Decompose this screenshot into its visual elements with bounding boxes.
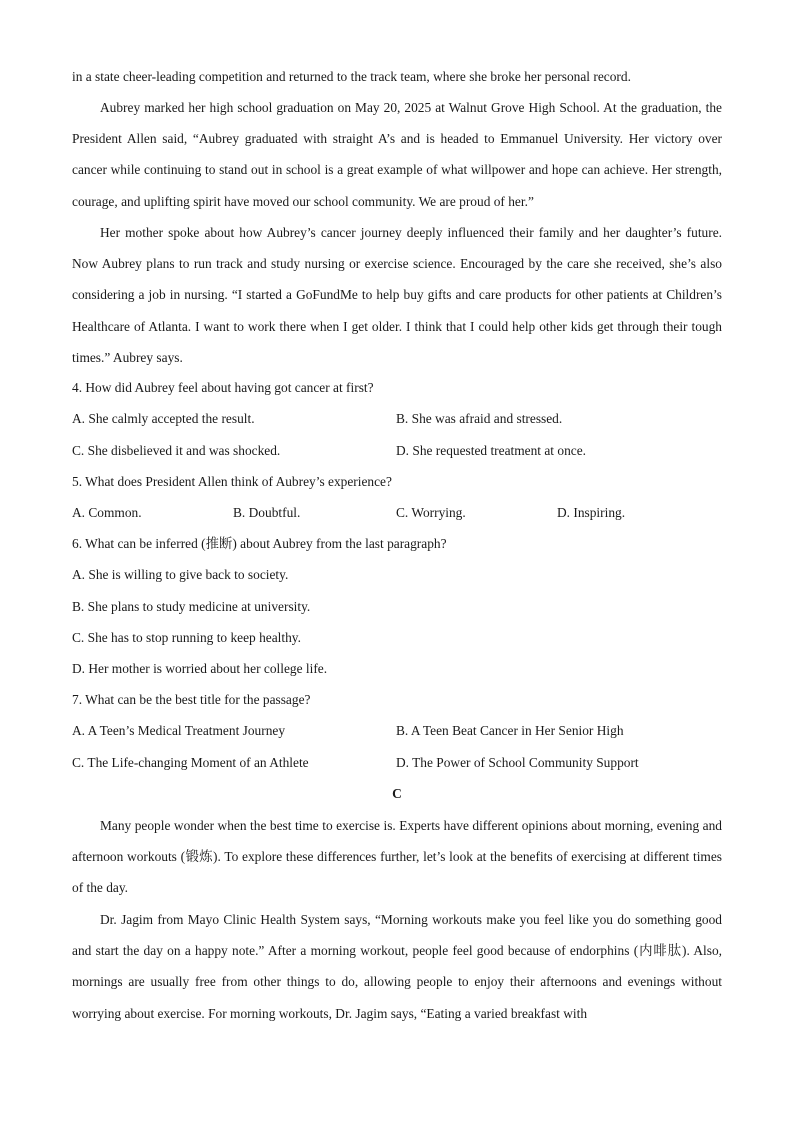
question-4-option-d: D. She requested treatment at once. xyxy=(396,443,586,458)
question-5-stem: 5. What does President Allen think of Aubrey’s experience? xyxy=(72,474,392,489)
question-5-option-b: B. Doubtful. xyxy=(233,505,301,520)
question-5-option-d: D. Inspiring. xyxy=(557,505,626,520)
question-7-option-a: A. A Teen’s Medical Treatment Journey xyxy=(72,723,286,738)
question-6-option-a: A. She is willing to give back to society. xyxy=(72,567,289,582)
question-4-option-a: A. She calmly accepted the result. xyxy=(72,411,255,426)
question-4-stem: 4. How did Aubrey feel about having got cancer at first? xyxy=(72,380,374,395)
question-6-option-b: B. She plans to study medicine at university. xyxy=(72,599,311,614)
question-5-option-c: C. Worrying. xyxy=(396,505,466,520)
question-6-stem: 6. What can be inferred (推断) about Aubrey from the last paragraph? xyxy=(72,536,447,551)
question-4-option-b: B. She was afraid and stressed. xyxy=(396,411,563,426)
question-7-option-c: C. The Life-changing Moment of an Athlete xyxy=(72,755,309,770)
question-7-option-d: D. The Power of School Community Support xyxy=(396,755,639,770)
question-5-option-a: A. Common. xyxy=(72,505,142,520)
passage-c-heading: C xyxy=(392,786,402,801)
passage-b-paragraph-graduation: Aubrey marked her high school graduation on May 20, 2025 at Walnut Grove High School. At the graduation, the President Allen said, “Aubrey graduated with straight A’s and is headed to Emmanuel University. Her victory over cancer while continuing to stand out in school is a great example of what willpower and hope can achieve. Her strength, courage, and uplifting spirit have moved our school community. We are proud of her.” xyxy=(72,100,722,209)
question-7-option-b: B. A Teen Beat Cancer in Her Senior High xyxy=(396,723,624,738)
question-4-option-c: C. She disbelieved it and was shocked. xyxy=(72,443,281,458)
question-6-option-d: D. Her mother is worried about her college life. xyxy=(72,661,328,676)
question-6-option-c: C. She has to stop running to keep healthy. xyxy=(72,630,301,645)
passage-b-paragraph-continued: in a state cheer-leading competition and returned to the track team, where she broke her personal record. xyxy=(72,69,631,84)
passage-b-paragraph-mother: Her mother spoke about how Aubrey’s cancer journey deeply influenced their family and her daughter’s future. Now Aubrey plans to run track and study nursing or exercise science. Encouraged by the care she received, she’s also considering a job in nursing. “I started a GoFundMe to help buy gifts and care products for other patients at Children’s Healthcare of Atlanta. I want to work there when I get older. I think that I could help other kids get through their tough times.” Aubrey says. xyxy=(72,225,722,365)
passage-c-paragraph-2: Dr. Jagim from Mayo Clinic Health System says, “Morning workouts make you feel like you do something good and start the day on a happy note.” After a morning workout, people feel good because of endorphins (内啡肽). Also, mornings are usually free from other things to do, allowing people to enjoy their afternoons and evenings without worrying about exercise. For morning workouts, Dr. Jagim says, “Eating a varied breakfast with xyxy=(72,912,722,1021)
question-7-stem: 7. What can be the best title for the passage? xyxy=(72,692,311,707)
passage-c-paragraph-1: Many people wonder when the best time to exercise is. Experts have different opinions about morning, evening and afternoon workouts (锻炼). To explore these differences further, let’s look at the benefits of exercising at different times of the day. xyxy=(72,818,722,896)
